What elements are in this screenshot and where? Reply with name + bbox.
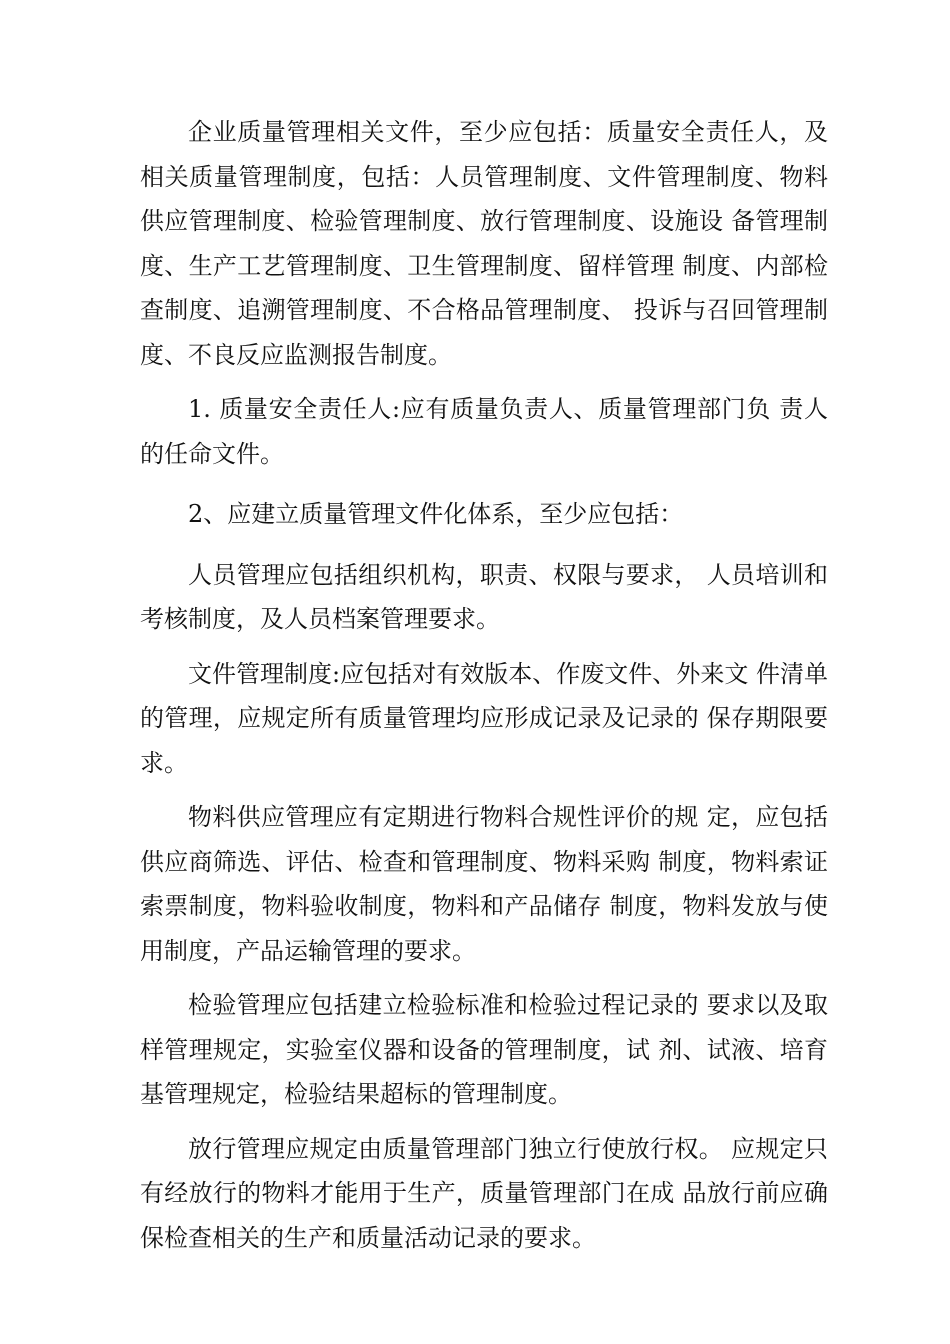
- personnel-management-paragraph: 人员管理应包括组织机构，职责、权限与要求， 人员培训和考核制度，及人员档案管理要求。: [140, 560, 828, 633]
- responsible-person-paragraph: 1. 质量安全责任人:应有质量负责人、质量管理部门负 责人的任命文件。: [140, 395, 828, 468]
- intro-paragraph: 企业质量管理相关文件，至少应包括：质量安全责任人，及相关质量管理制度，包括：人员管理制度、文件管理制度、物料供应管理制度、检验管理制度、放行管理制度、设施设 备管理制度、生产工艺管理制度、卫生管理制度、留样管理 制度、内部检查制度、追溯管理制度、不合格品管理制度、 投诉与召回管理制度、不良反应监测报告制度。: [140, 118, 828, 369]
- document-system-paragraph: 2、应建立质量管理文件化体系，至少应包括：: [188, 500, 684, 528]
- document-page: [140, 110, 828, 1260]
- inspection-management-paragraph: 检验管理应包括建立检验标准和检验过程记录的 要求以及取样管理规定，实验室仪器和设备的管理制度，试 剂、试液、培育基管理规定，检验结果超标的管理制度。: [140, 991, 828, 1108]
- release-management-paragraph: 放行管理应规定由质量管理部门独立行使放行权。 应规定只有经放行的物料才能用于生产，质量管理部门在成 品放行前应确保检查相关的生产和质量活动记录的要求。: [140, 1134, 828, 1252]
- document-management-paragraph: 文件管理制度:应包括对有效版本、作废文件、外来文 件清单的管理，应规定所有质量管理均应形成记录及记录的 保存期限要求。: [140, 659, 828, 777]
- material-supply-paragraph: 物料供应管理应有定期进行物料合规性评价的规 定，应包括供应商筛选、评估、检查和管理制度、物料采购 制度，物料索证索票制度，物料验收制度，物料和产品储存 制度，物料发放与使用制度，产品运输管理的要求。: [140, 803, 828, 965]
